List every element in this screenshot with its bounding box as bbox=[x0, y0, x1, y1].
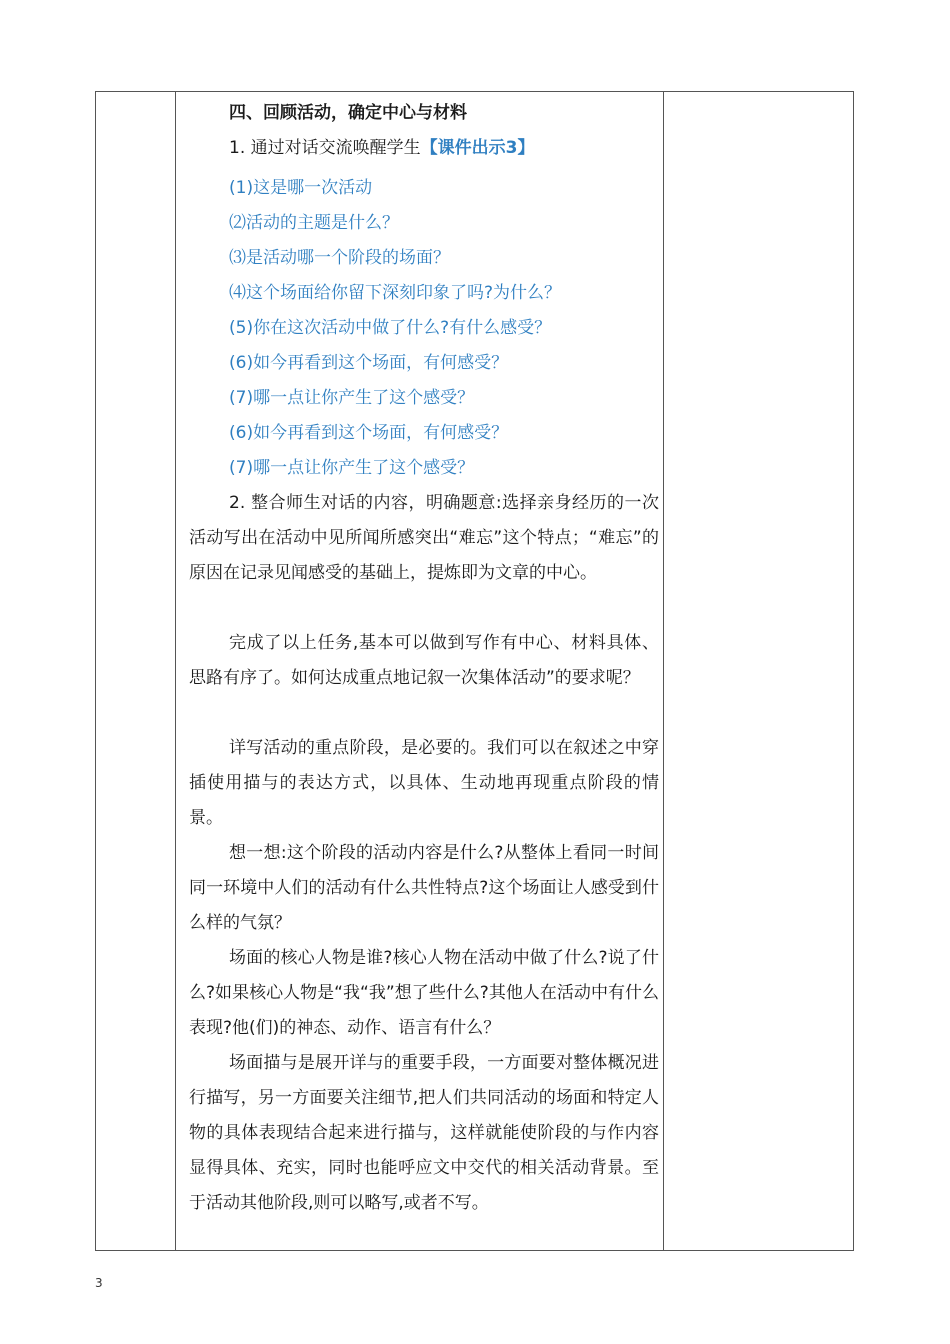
paragraph-detail: 详写活动的重点阶段，是必要的。我们可以在叙述之中穿插使用描与的表达方式，以具体、生动地再现重点阶段的情景。 bbox=[189, 738, 659, 828]
paragraph-think: 想一想:这个阶段的活动内容是什么?从整体上看同一时间同一环境中人们的活动有什么共性特点?这个场面让人感受到什么样的气氛？ bbox=[189, 843, 659, 933]
question-item: (6)如今再看到这个场面，有何感受？ bbox=[229, 423, 509, 443]
section-heading: 四、回顾活动，确定中心与材料 bbox=[229, 103, 467, 123]
question-item: ⑷这个场面给你留下深刻印象了吗?为什么？ bbox=[229, 283, 562, 303]
question-item: (1)这是哪一次活动 bbox=[229, 178, 373, 198]
question-item: (6)如今再看到这个场面，有何感受？ bbox=[229, 353, 509, 373]
item-1 bbox=[229, 131, 534, 166]
lesson-table bbox=[95, 91, 854, 1251]
question-item: (7)哪一点让你产生了这个感受？ bbox=[229, 458, 475, 478]
question-item: (7)哪一点让你产生了这个感受？ bbox=[229, 388, 475, 408]
item-1-text: 1. 通过对话交流唤醒学生 bbox=[229, 138, 421, 158]
question-item: (5)你在这次活动中做了什么?有什么感受？ bbox=[229, 318, 552, 338]
courseware-tag: 【课件出示3】 bbox=[420, 138, 535, 158]
question-item: ⑶是活动哪一个阶段的场面？ bbox=[229, 248, 450, 268]
paragraph-scene-description: 场面描与是展开详与的重要手段，一方面要对整体概况进行描写，另一方面要关注细节,把人们共同活动的场面和特定人物的具体表现结合起来进行描与，这样就能使阶段的与作内容显得具体、充实，同时也能呼应文中交代的相关活动背景。至于活动其他阶段,则可以略写,或者不写。 bbox=[189, 1053, 659, 1213]
paragraph-summary: 2. 整合师生对话的内容，明确题意:选择亲身经历的一次活动写出在活动中见所闻所感突出“难忘”这个特点；“难忘”的原因在记录见闻感受的基础上，提炼即为文章的中心。 bbox=[189, 493, 659, 583]
question-item: ⑵活动的主题是什么？ bbox=[229, 213, 399, 233]
column-divider-left bbox=[175, 92, 176, 1250]
paragraph-core-person: 场面的核心人物是谁?核心人物在活动中做了什么?说了什么?如果核心人物是“我“我”想了些什么?其他人在活动中有什么表现?他(们)的神态、动作、语言有什么？ bbox=[189, 948, 659, 1038]
paragraph-tasks: 完成了以上任务,基本可以做到写作有中心、材料具体、思路有序了。如何达成重点地记叙一次集体活动”的要求呢？ bbox=[189, 633, 659, 688]
column-divider-right bbox=[663, 92, 664, 1250]
page-number: 3 bbox=[95, 1276, 103, 1290]
